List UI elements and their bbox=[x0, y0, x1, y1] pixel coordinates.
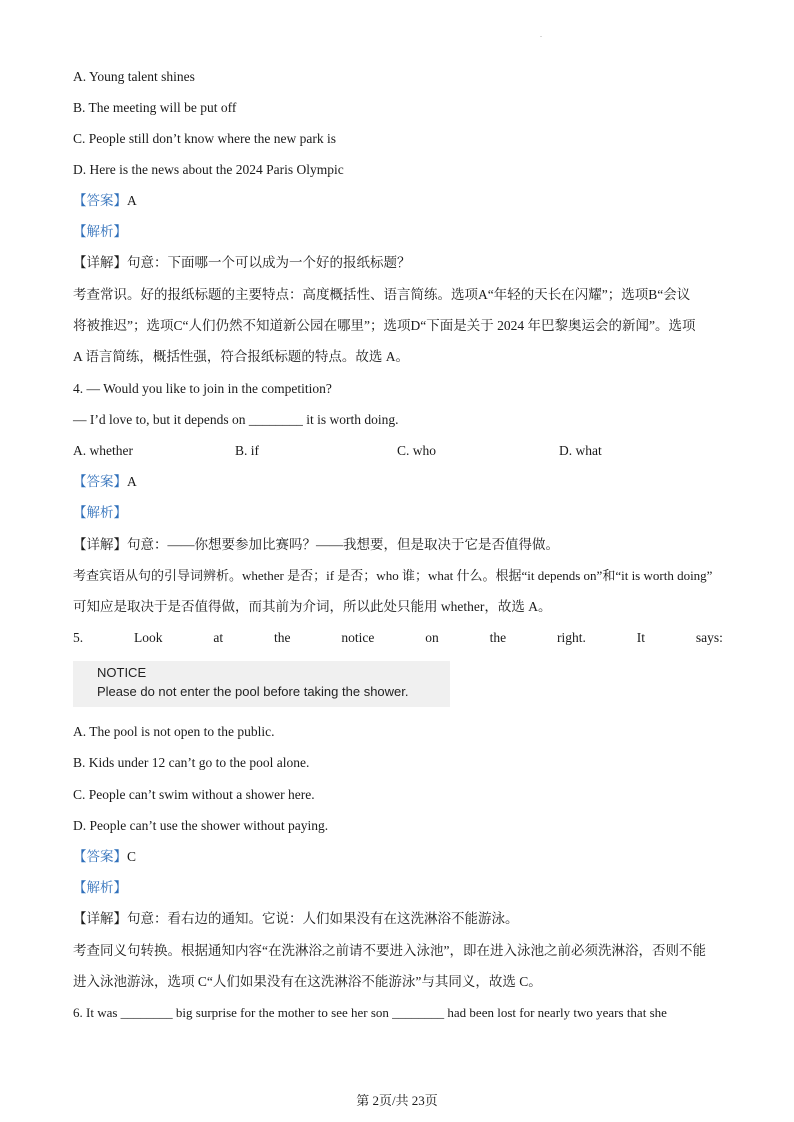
q3-explanation-2: 将被推迟”；选项C“人们仍然不知道新公园在哪里”；选项D“下面是关于 2024 年巴黎奥运会的新闻”。选项 bbox=[73, 318, 696, 333]
q4-explanation-1: 考查宾语从句的引导词辨析。whether 是否；if 是否；who 谁；what 什么。根据“it depends on”和“it is worth doing” bbox=[73, 568, 713, 583]
answer-value: A bbox=[127, 474, 137, 489]
q6-stem: 6. It was ________ big surprise for the mother to see her son ________ had been lost for nearly two years that she bbox=[73, 1005, 667, 1020]
page-footer: 第 2页/共 23页 bbox=[356, 1093, 438, 1108]
q5-stem-word: on bbox=[425, 630, 439, 645]
q5-option-b: B. Kids under 12 can’t go to the pool alone. bbox=[73, 755, 310, 770]
q5-stem-word: at bbox=[213, 630, 224, 645]
q3-answer bbox=[73, 192, 137, 210]
q5-stem-word: 5. bbox=[73, 630, 84, 645]
q5-explanation-1: 考查同义句转换。根据通知内容“在洗淋浴之前请不要进入泳池”，即在进入泳池之前必须洗淋浴，否则不能 bbox=[73, 943, 706, 958]
detail-text: 句意：看右边的通知。它说：人们如果没有在这洗淋浴不能游泳。 bbox=[127, 911, 519, 926]
q5-analysis-tag: 【解析】 bbox=[73, 880, 127, 895]
q5-stem-word: It bbox=[636, 630, 645, 645]
notice-title: NOTICE bbox=[97, 665, 147, 680]
q4-option-b: B. if bbox=[235, 443, 260, 458]
q3-option-c: C. People still don’t know where the new park is bbox=[73, 131, 336, 146]
q4-option-c: C. who bbox=[397, 443, 437, 458]
corner-mark: . bbox=[540, 30, 542, 39]
detail-text: 句意：下面哪一个可以成为一个好的报纸标题？ bbox=[127, 255, 411, 270]
q3-option-a: A. Young talent shines bbox=[73, 69, 195, 84]
q4-detail bbox=[73, 536, 559, 554]
answer-value: A bbox=[127, 193, 137, 208]
answer-tag: 【答案】 bbox=[73, 849, 127, 864]
q3-option-b: B. The meeting will be put off bbox=[73, 100, 237, 115]
q4-explanation-2: 可知应是取决于是否值得做，而其前为介词，所以此处只能用 whether，故选 A。 bbox=[73, 599, 552, 614]
detail-tag: 【详解】 bbox=[73, 911, 127, 926]
q5-stem-word: the bbox=[489, 630, 507, 645]
detail-tag: 【详解】 bbox=[73, 255, 127, 270]
q4-option-d: D. what bbox=[559, 443, 602, 458]
answer-tag: 【答案】 bbox=[73, 474, 127, 489]
q4-stem-2: — I’d love to, but it depends on ________ it is worth doing. bbox=[73, 412, 399, 427]
q3-detail bbox=[73, 254, 411, 272]
answer-tag: 【答案】 bbox=[73, 193, 127, 208]
q4-answer bbox=[73, 473, 137, 491]
q5-stem-word: says: bbox=[695, 630, 723, 645]
q4-analysis-tag: 【解析】 bbox=[73, 505, 127, 520]
q5-detail bbox=[73, 910, 519, 928]
q5-option-a: A. The pool is not open to the public. bbox=[73, 724, 275, 739]
detail-text: 句意：——你想要参加比赛吗？——我想要，但是取决于它是否值得做。 bbox=[127, 537, 559, 552]
q5-stem-word: right. bbox=[557, 630, 586, 645]
q5-stem-word: notice bbox=[341, 630, 375, 645]
q5-stem bbox=[73, 629, 723, 647]
q3-explanation-1: 考查常识。好的报纸标题的主要特点：高度概括性、语言简练。选项A“年轻的天长在闪耀”；选项B“会议 bbox=[73, 287, 691, 302]
q3-analysis-tag: 【解析】 bbox=[73, 224, 127, 239]
q5-option-d: D. People can’t use the shower without paying. bbox=[73, 818, 329, 833]
q5-explanation-2: 进入泳池游泳，选项 C“人们如果没有在这洗淋浴不能游泳”与其同义，故选 C。 bbox=[73, 974, 542, 989]
q4-option-a: A. whether bbox=[73, 443, 133, 458]
q3-explanation-3: A 语言简练，概括性强，符合报纸标题的特点。故选 A。 bbox=[73, 349, 410, 364]
detail-tag: 【详解】 bbox=[73, 537, 127, 552]
q5-option-c: C. People can’t swim without a shower here. bbox=[73, 787, 315, 802]
q3-option-d: D. Here is the news about the 2024 Paris Olympic bbox=[73, 162, 344, 177]
q4-stem-1: 4. — Would you like to join in the competition? bbox=[73, 381, 332, 396]
notice-text: Please do not enter the pool before taking the shower. bbox=[97, 684, 409, 699]
notice-box bbox=[73, 661, 450, 707]
q5-stem-word: the bbox=[274, 630, 291, 645]
answer-value: C bbox=[127, 849, 137, 864]
q5-answer bbox=[73, 848, 136, 866]
q5-stem-word: Look bbox=[134, 630, 163, 645]
